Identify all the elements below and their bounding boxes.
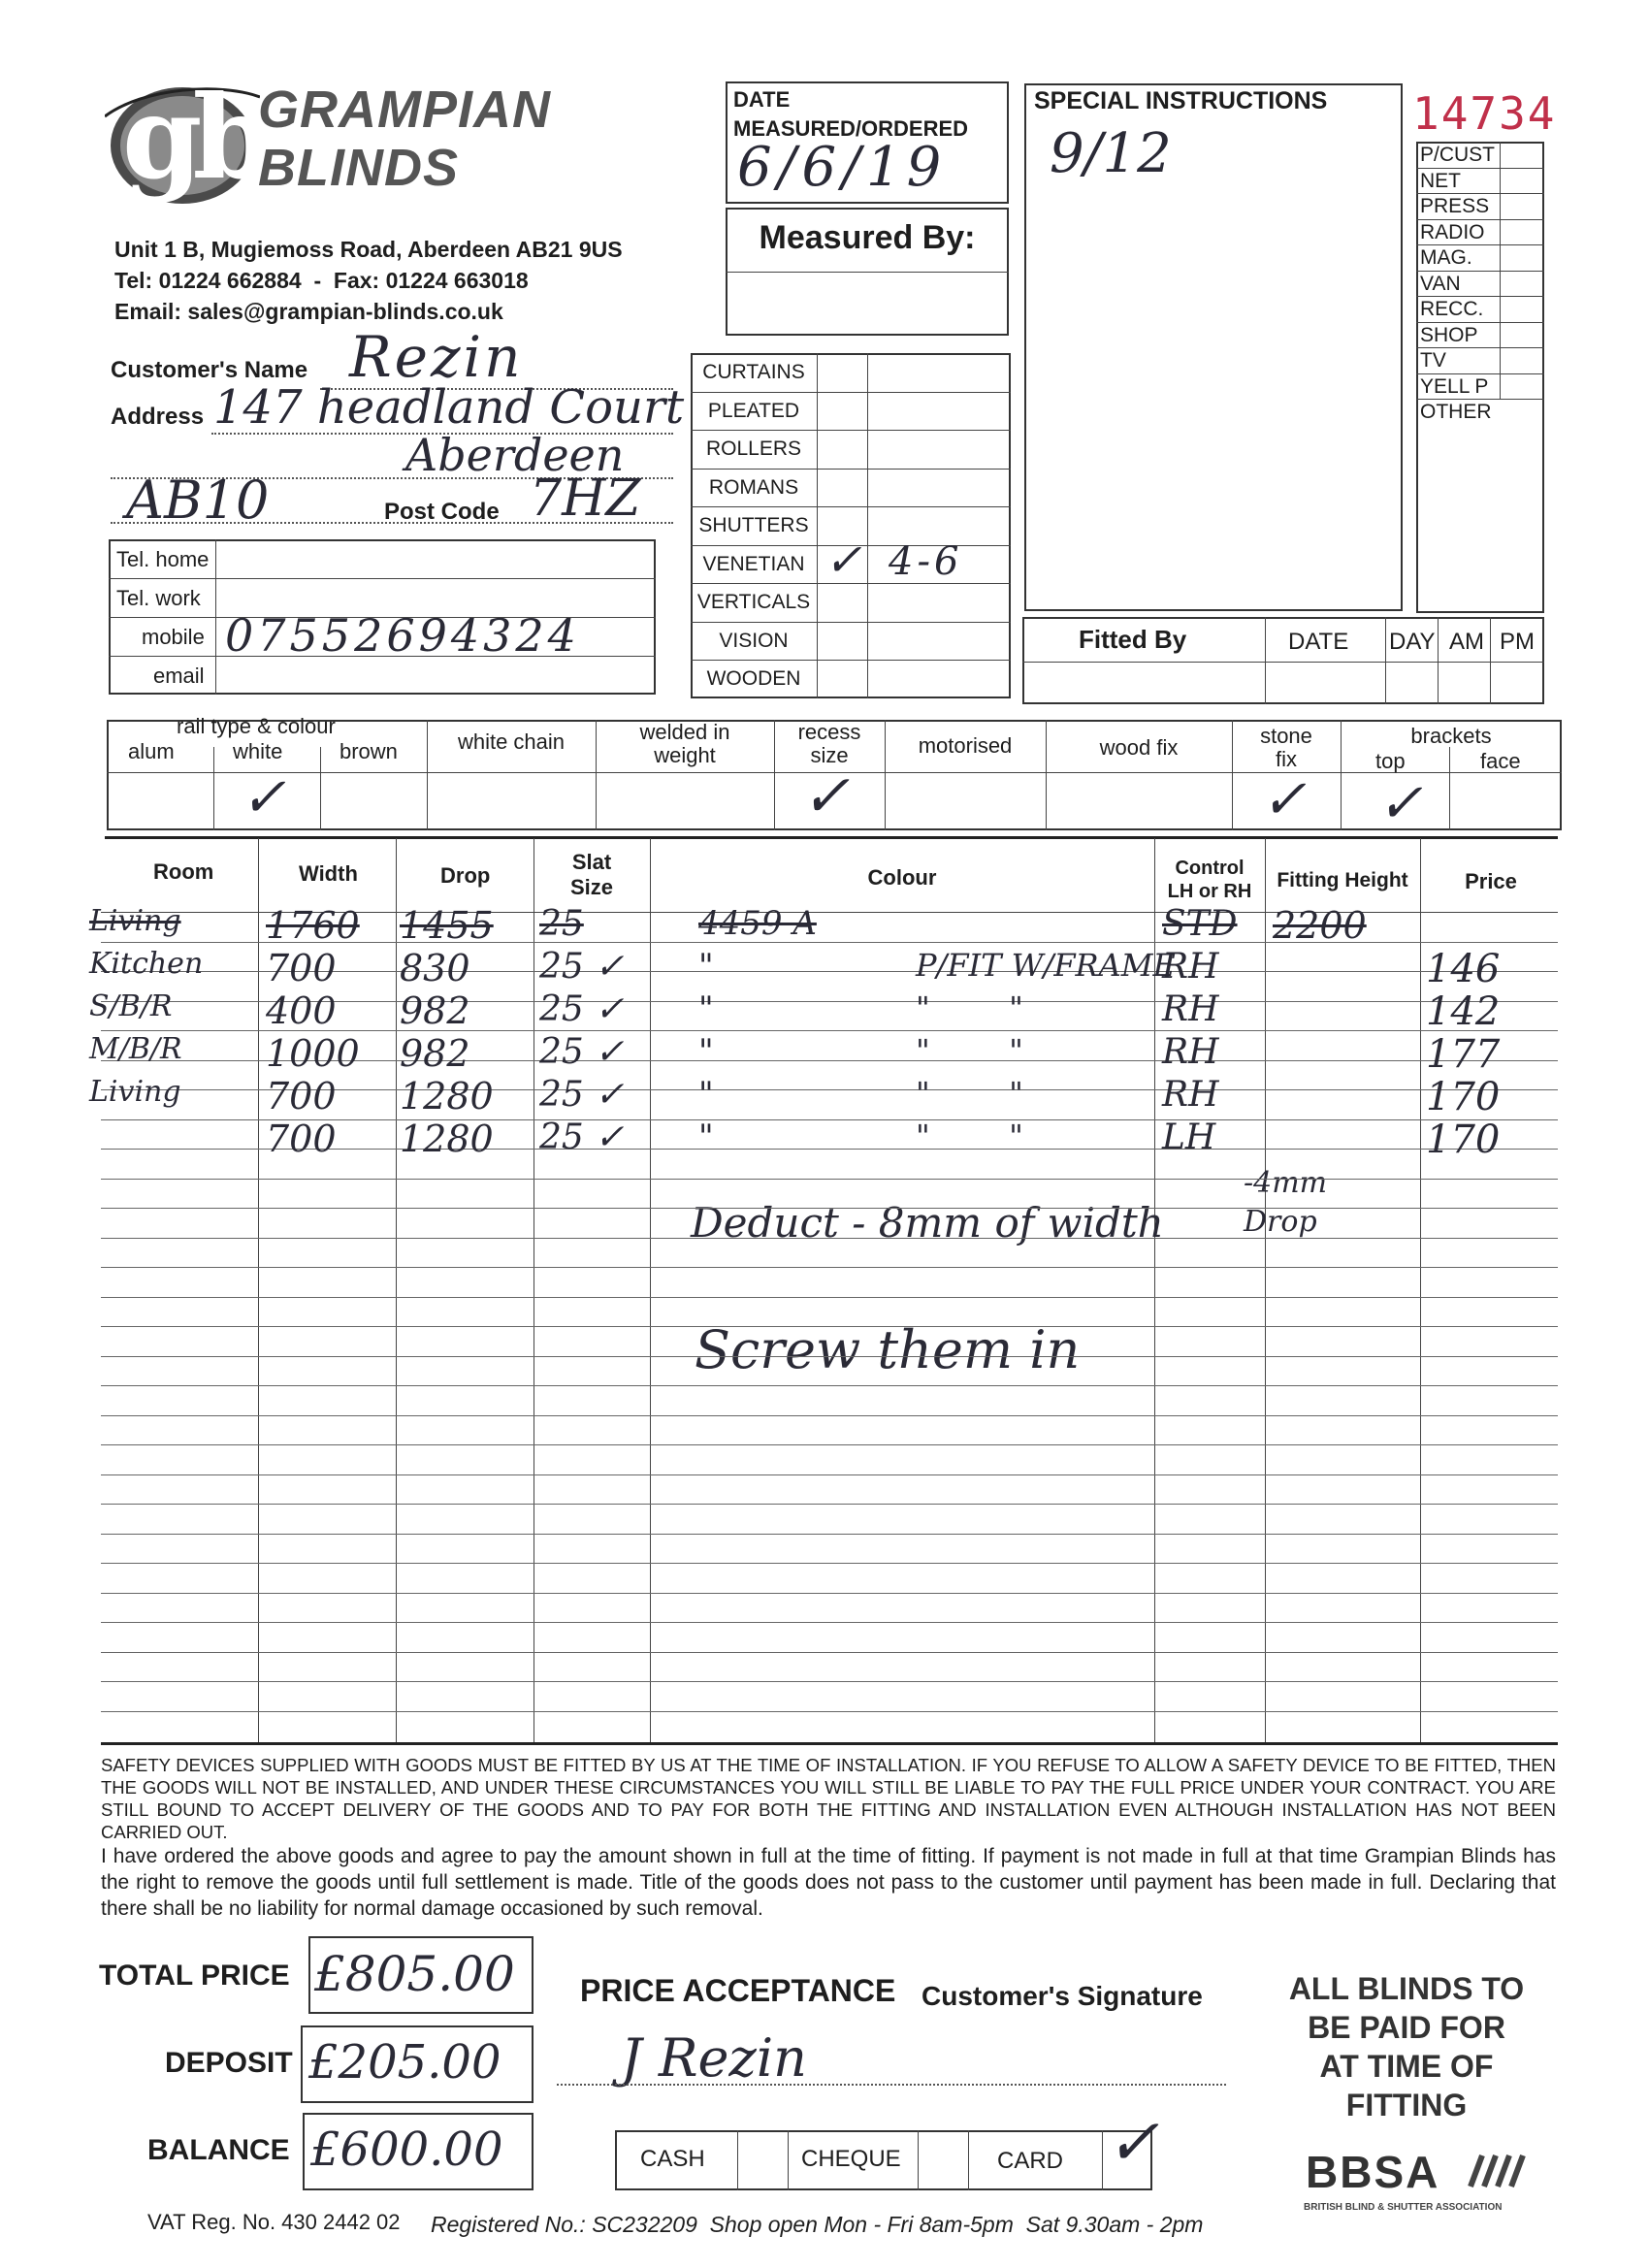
- cell-colour: ": [698, 1075, 714, 1114]
- cell-slat: 25 ✓: [539, 1075, 625, 1115]
- table-row-line: [101, 1681, 1558, 1682]
- cell-room: S/B/R: [89, 989, 173, 1023]
- cell-colour-note: " ": [916, 1032, 1023, 1069]
- source-item: SHOP: [1420, 323, 1478, 346]
- source-item: TV: [1420, 349, 1446, 372]
- cell-width: 1000: [266, 1032, 360, 1075]
- fitted-by-label: Fitted By: [1079, 625, 1187, 654]
- source-item: OTHER: [1420, 401, 1492, 423]
- cell-width: 700: [266, 1118, 337, 1160]
- product-type-label: VERTICALS: [696, 591, 811, 613]
- col-slat-line1: Slat: [571, 850, 612, 874]
- table-row-line: [101, 1208, 1558, 1209]
- source-item: YELL P: [1420, 374, 1489, 398]
- cell-drop: 1455: [400, 904, 494, 947]
- product-type-label: CURTAINS: [702, 361, 805, 383]
- table-note-deduct: Deduct - 8mm of width: [691, 1199, 1164, 1247]
- fitted-pm-label: PM: [1500, 629, 1535, 655]
- cell-price: 142: [1426, 989, 1501, 1034]
- fitted-am-label: AM: [1449, 629, 1484, 655]
- source-row-line: [1416, 399, 1544, 400]
- cell-colour-note: " ": [916, 1118, 1023, 1154]
- table-row-line: [101, 1711, 1558, 1712]
- company-name-line2: BLINDS: [258, 139, 459, 197]
- brown-label: brown: [340, 739, 398, 763]
- notice-line3: AT TIME OF: [1319, 2049, 1494, 2084]
- agreement-terms: I have ordered the above goods and agree to pay the amount shown in full at the time of fitting. If payment is not made in full at that time Grampian Blinds has the right to remove the goods until full settlement is made. Title of the goods does not pass to the customer until payment has been made in full. Declaring that there shall be no liability for normal damage occasioned by such removal.: [101, 1845, 1556, 1920]
- customer-name-label: Customer's Name: [111, 357, 308, 383]
- source-row-line: [1416, 296, 1544, 297]
- source-divider: [1500, 142, 1501, 399]
- source-row-line: [1416, 271, 1544, 272]
- tick-white: ✓: [241, 766, 286, 829]
- price-acceptance-title: PRICE ACCEPTANCE: [580, 1973, 896, 2008]
- cell-fitting-height: 2200: [1273, 904, 1367, 947]
- table-row-line: [101, 1444, 1558, 1445]
- cell-drop: 830: [400, 947, 470, 989]
- cell-colour: ": [698, 1032, 714, 1071]
- white-chain-label: white chain: [457, 729, 566, 754]
- cell-price: 146: [1426, 947, 1501, 991]
- cell-colour: ": [698, 989, 714, 1028]
- table-row-line: [101, 1563, 1558, 1564]
- col-slat-line2: Size: [569, 875, 614, 899]
- company-phone: Tel: 01224 662884 - Fax: 01224 663018: [114, 268, 529, 293]
- source-item: RECC.: [1420, 298, 1484, 320]
- cell-slat: 25 ✓: [539, 989, 625, 1029]
- source-item: RADIO: [1420, 220, 1485, 243]
- source-row-line: [1416, 168, 1544, 169]
- product-type-label: WOODEN: [706, 667, 801, 690]
- notice-line4: FITTING: [1345, 2088, 1468, 2122]
- card-mark: ✓: [1106, 2105, 1160, 2180]
- tick-stone: ✓: [1261, 768, 1307, 831]
- col-room: Room: [153, 859, 214, 884]
- product-type-label: SHUTTERS: [698, 514, 809, 536]
- col-fitting-height: Fitting Height: [1277, 869, 1408, 891]
- cheque-label: CHEQUE: [801, 2146, 901, 2172]
- registered-info: Registered No.: SC232209 Shop open Mon - Fri 8am-5pm Sat 9.30am - 2pm: [431, 2212, 1204, 2237]
- balance-label: BALANCE: [147, 2134, 290, 2166]
- product-type-label: PLEATED: [707, 399, 800, 422]
- postcode-prefix: AB10: [126, 470, 270, 531]
- bbsa-caption: BRITISH BLIND & SHUTTER ASSOCIATION: [1304, 2202, 1503, 2213]
- fitted-date-label: DATE: [1288, 629, 1349, 655]
- cell-control: RH: [1162, 1075, 1219, 1115]
- product-type-label: VENETIAN: [702, 552, 805, 575]
- cell-slat: 25: [539, 904, 584, 944]
- table-row-line: [101, 1622, 1558, 1623]
- email-label: email: [153, 664, 205, 688]
- product-row-line: [691, 430, 1011, 431]
- cell-price: 177: [1426, 1032, 1501, 1077]
- cell-slat: 25 ✓: [539, 1118, 625, 1157]
- cell-width: 700: [266, 947, 337, 989]
- table-row-line: [101, 1179, 1558, 1180]
- cell-room: M/B/R: [89, 1032, 182, 1066]
- product-row-line: [691, 469, 1011, 470]
- cell-price: 170: [1426, 1118, 1501, 1162]
- tick-bracket-top: ✓: [1377, 772, 1423, 835]
- brackets-label: brackets: [1410, 724, 1492, 748]
- product-type-mark: ✓: [824, 533, 862, 586]
- mobile-value: 07552694324: [225, 609, 580, 662]
- table-note-drop: -4mm Drop: [1244, 1166, 1328, 1239]
- cell-room: Kitchen: [89, 947, 204, 981]
- table-row-line: [101, 1593, 1558, 1594]
- source-row-line: [1416, 244, 1544, 245]
- source-row-line: [1416, 193, 1544, 194]
- top-label: top: [1375, 749, 1406, 773]
- address-line2: Aberdeen: [405, 429, 625, 481]
- table-row-line: [101, 1474, 1558, 1475]
- table-row-line: [101, 1356, 1558, 1357]
- col-price: Price: [1465, 869, 1517, 893]
- total-value: £805.00: [314, 1946, 515, 2002]
- col-drop: Drop: [440, 863, 491, 888]
- source-row-line: [1416, 373, 1544, 374]
- cell-width: 1760: [266, 904, 360, 947]
- tick-recess: ✓: [801, 762, 851, 830]
- product-row-line: [691, 583, 1011, 584]
- source-item: NET: [1420, 169, 1461, 192]
- cell-control: STD: [1162, 904, 1238, 944]
- customer-name-value: Rezin: [349, 324, 524, 390]
- cell-colour: ": [698, 947, 714, 986]
- table-row-line: [101, 1504, 1558, 1505]
- face-label: face: [1480, 749, 1521, 773]
- mobile-label: mobile: [142, 625, 205, 649]
- notice-line2: BE PAID FOR: [1308, 2010, 1505, 2045]
- table-row-line: [101, 1238, 1558, 1239]
- cell-slat: 25 ✓: [539, 1032, 625, 1072]
- table-row-line: [101, 1415, 1558, 1416]
- company-address: Unit 1 B, Mugiemoss Road, Aberdeen AB21 9US: [114, 237, 623, 262]
- postcode-value: 7HZ: [530, 470, 641, 528]
- product-type-label: ROLLERS: [705, 437, 802, 460]
- balance-value: £600.00: [310, 2122, 503, 2177]
- alum-label: alum: [128, 739, 175, 763]
- date-label-line1: DATE: [733, 87, 791, 112]
- table-row-line: [101, 1297, 1558, 1298]
- product-type-note: 4-6: [889, 538, 963, 584]
- motorised-label: motorised: [918, 733, 1013, 758]
- cell-colour: 4459 A: [698, 904, 817, 943]
- table-bottom-rule: [101, 1742, 1558, 1745]
- safety-terms: SAFETY DEVICES SUPPLIED WITH GOODS MUST BE FITTED BY US AT THE TIME OF INSTALLATION. IF YOU REFUSE TO ALLOW A SAFETY DEVICE TO BE FITTED, THEN THE GOODS WILL NOT BE INSTALLED, AND UNDER THESE CIRCUMSTANCES YOU WILL STILL BE LIABLE TO PAY THE FULL PRICE UNDER YOUR CONTRACT. YOU ARE STILL BOUND TO ACCEPT DELIVERY OF THE GOODS AND TO PAY FOR BOTH THE FITTING AND INSTALLATION EVEN ALTHOUGH INSTALLATION HAS NOT BEEN CARRIED OUT.: [101, 1755, 1556, 1842]
- table-note-screw: Screw them in: [695, 1319, 1081, 1380]
- cell-width: 700: [266, 1075, 337, 1118]
- source-item: PRESS: [1420, 195, 1490, 217]
- cell-slat: 25 ✓: [539, 947, 625, 987]
- table-row-line: [101, 1534, 1558, 1535]
- vat-number: VAT Reg. No. 430 2442 02: [147, 2210, 401, 2234]
- logo-letters: gb: [122, 70, 264, 205]
- source-item: VAN: [1420, 272, 1461, 295]
- product-row-line: [691, 392, 1011, 393]
- fitted-day-label: DAY: [1389, 629, 1436, 655]
- table-top-rule: [105, 836, 1558, 839]
- cell-control: RH: [1162, 1032, 1219, 1072]
- col-control-line1: Control: [1175, 858, 1245, 879]
- source-row-line: [1416, 219, 1544, 220]
- white-label: white: [233, 739, 283, 763]
- cell-colour-note: P/FIT W/FRAME: [916, 947, 1176, 984]
- notice-line1: ALL BLINDS TO: [1288, 1971, 1525, 2006]
- cell-control: RH: [1162, 947, 1219, 987]
- recess-label-line2: size: [810, 743, 849, 767]
- cell-colour-note: " ": [916, 989, 1023, 1026]
- cell-control: RH: [1162, 989, 1219, 1029]
- total-label: TOTAL PRICE: [99, 1960, 290, 1992]
- deposit-label: DEPOSIT: [165, 2047, 293, 2079]
- tel-home-label: Tel. home: [116, 547, 210, 571]
- card-label: CARD: [997, 2148, 1064, 2174]
- bbsa-stripes-icon: [1465, 2152, 1533, 2190]
- cell-room: Living: [89, 904, 181, 938]
- measured-by-label: Measured By:: [759, 219, 976, 256]
- cell-control: LH: [1162, 1118, 1216, 1157]
- address-label: Address: [111, 404, 205, 430]
- col-control-line2: LH or RH: [1167, 881, 1252, 902]
- product-type-label: VISION: [719, 629, 789, 652]
- product-row-line: [691, 506, 1011, 507]
- source-row-line: [1416, 347, 1544, 348]
- cell-drop: 1280: [400, 1075, 494, 1118]
- date-value: 6/6/19: [737, 136, 948, 199]
- price-acceptance-subtitle: Customer's Signature: [922, 1981, 1203, 2011]
- table-row-line: [101, 1267, 1558, 1268]
- product-type-label: ROMANS: [708, 475, 799, 499]
- company-email: Email: sales@grampian-blinds.co.uk: [114, 299, 503, 324]
- product-row-line: [691, 622, 1011, 623]
- col-colour: Colour: [867, 865, 937, 890]
- special-instructions-value: 9/12: [1050, 122, 1172, 185]
- postcode-label: Post Code: [384, 499, 500, 525]
- welded-label-line2: weight: [654, 743, 716, 767]
- cell-drop: 982: [400, 1032, 470, 1075]
- welded-label-line1: welded in: [639, 720, 730, 744]
- source-item: MAG.: [1420, 246, 1472, 269]
- customer-signature: J Rezin: [621, 2027, 807, 2089]
- table-row-line: [101, 1652, 1558, 1653]
- cash-label: CASH: [640, 2146, 705, 2172]
- tel-work-label: Tel. work: [116, 586, 201, 610]
- special-instructions-label: SPECIAL INSTRUCTIONS: [1034, 87, 1328, 114]
- cell-drop: 1280: [400, 1118, 494, 1160]
- cell-colour: ": [698, 1118, 714, 1156]
- cell-colour-note: " ": [916, 1075, 1023, 1112]
- stone-fix-label-line2: fix: [1276, 747, 1297, 771]
- cell-width: 400: [266, 989, 337, 1032]
- source-row-line: [1416, 322, 1544, 323]
- stone-fix-label-line1: stone: [1260, 724, 1312, 748]
- company-name-line1: GRAMPIAN: [258, 81, 551, 139]
- order-number: 14734: [1412, 87, 1557, 140]
- table-row-line: [101, 1385, 1558, 1386]
- company-logo: [105, 70, 264, 209]
- cell-price: 170: [1426, 1075, 1501, 1119]
- deposit-value: £205.00: [308, 2035, 501, 2090]
- product-row-line: [691, 660, 1011, 661]
- wood-fix-label: wood fix: [1099, 735, 1179, 760]
- rail-type-label: rail type & colour: [177, 714, 336, 738]
- col-width: Width: [299, 861, 358, 886]
- recess-label-line1: recess: [797, 720, 861, 744]
- table-row-line: [101, 1326, 1558, 1327]
- date-label-line2: MEASURED/ORDERED: [733, 116, 969, 141]
- address-line1: 147 headland Court: [213, 380, 685, 435]
- bbsa-logo: BBSA: [1306, 2147, 1440, 2197]
- cell-room: Living: [89, 1075, 181, 1109]
- source-item: P/CUST: [1420, 144, 1496, 166]
- cell-drop: 982: [400, 989, 470, 1032]
